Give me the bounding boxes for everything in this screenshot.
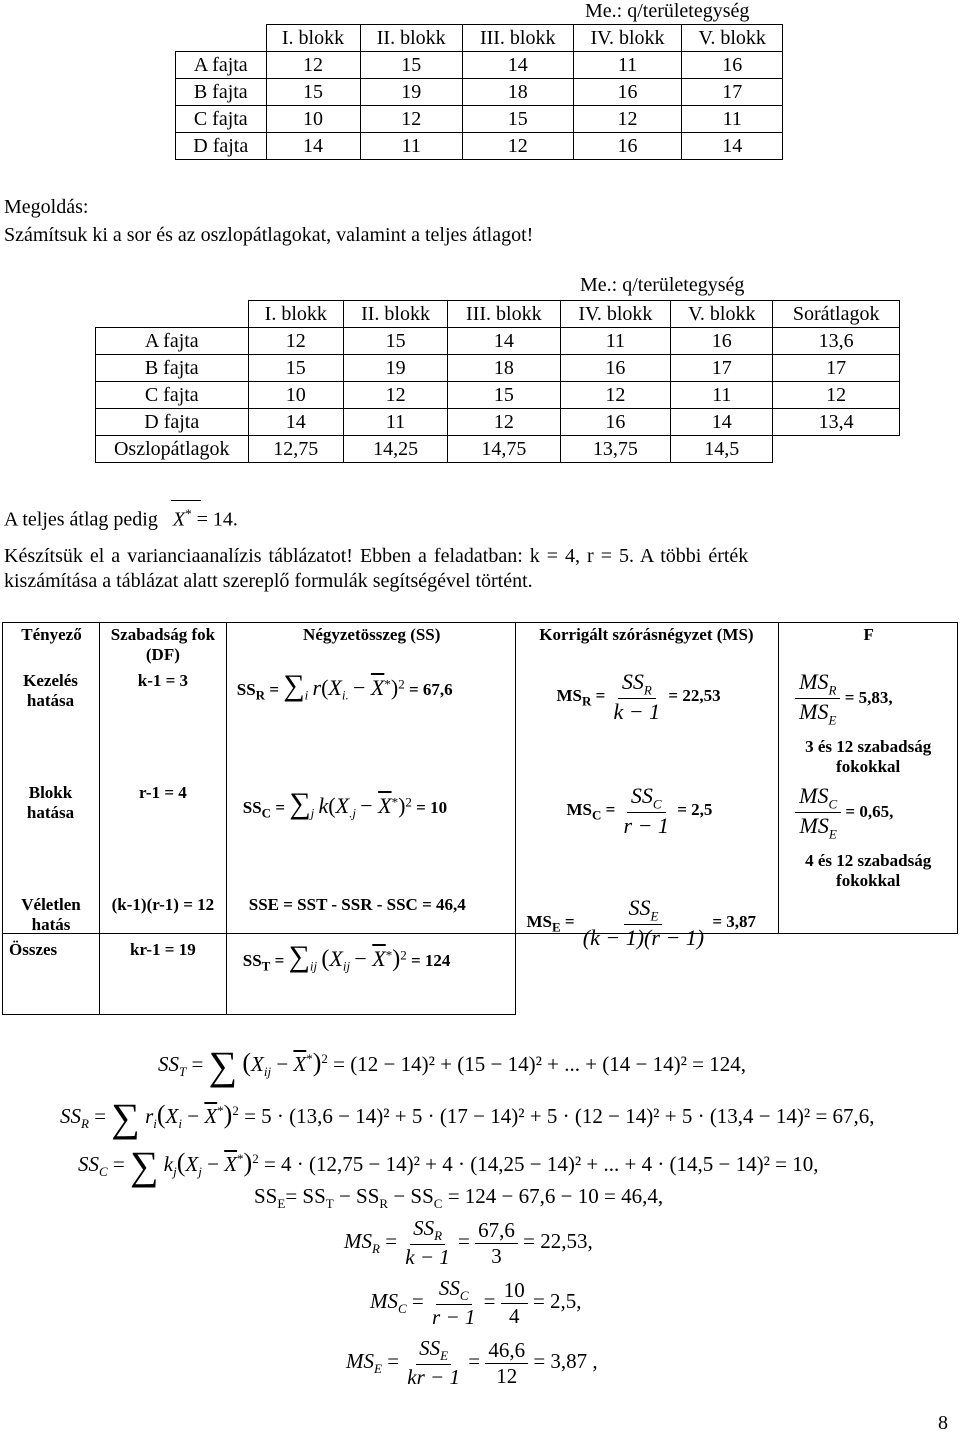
msr-num: 67,6	[475, 1218, 518, 1244]
table2-col-header: I. blokk	[248, 301, 344, 328]
anova-header-ss: Négyzetösszeg (SS)	[303, 625, 441, 644]
table-cell: 14	[248, 409, 344, 436]
table-cell: 12	[573, 106, 682, 133]
anova-factor-block: Blokk hatása	[26, 783, 75, 822]
anova-factor-total: Összes	[9, 940, 58, 959]
table-cell: 14,25	[344, 436, 448, 463]
table-row	[176, 79, 783, 106]
anova-header-factor: Tényező	[21, 625, 82, 644]
table-cell: 16	[671, 328, 773, 355]
row-label: B fajta	[96, 355, 249, 382]
table1-col-header: I. blokk	[266, 25, 360, 52]
f-block-note: 4 és 12 szabadság fokokkal	[805, 851, 932, 890]
table-cell: 15	[360, 52, 462, 79]
table-cell: 11	[360, 133, 462, 160]
row-label: A fajta	[176, 52, 267, 79]
table-cell: 12	[360, 106, 462, 133]
task-text-line2: kiszámítása a táblázat alatt szereplő formulák segítségével történt.	[4, 570, 533, 592]
table-cell: 12	[344, 382, 448, 409]
instruction-text: Számítsuk ki a sor és az oszlopátlagokat, valamint a teljes átlagot!	[4, 224, 534, 246]
table-cell: 19	[360, 79, 462, 106]
table-cell: 12	[248, 328, 344, 355]
ssr-equation: $SS_R$ = ∑ $r_i(X_i - \overline{X}^*)^2 = 5 \cdot (13,6 - 14)^2 + 5 \cdot (17 - 14)^2 + 5 \cdot (12 - 14)^2 + 5 \cdot (13,4 - 14)^2 = 67,6$,	[60, 1095, 875, 1140]
table-cell: 11	[344, 409, 448, 436]
anova-table	[2, 622, 958, 1015]
msc-den: 4	[508, 1303, 520, 1328]
table-cell: 12	[773, 382, 900, 409]
table-cell: 14	[266, 133, 360, 160]
table-cell: 16	[573, 79, 682, 106]
ssc-value: = 10	[416, 798, 448, 817]
anova-df-random: (k-1)(r-1) = 12	[111, 895, 215, 914]
table-cell: 16	[560, 409, 671, 436]
table1-col-header: II. blokk	[360, 25, 462, 52]
f-treatment-value: = 5,83,	[844, 687, 893, 707]
table-cell: 15	[344, 328, 448, 355]
sse-formula: SSE = SST - SSR - SSC = 46,4	[248, 895, 466, 914]
table2-col-header: III. blokk	[448, 301, 560, 328]
table-row	[176, 133, 783, 160]
table1-col-header: III. blokk	[462, 25, 573, 52]
row-label: D fajta	[176, 133, 267, 160]
row-label: B fajta	[176, 79, 267, 106]
table2-col-header: V. blokk	[671, 301, 773, 328]
table-cell: 13,4	[773, 409, 900, 436]
table-cell: 18	[462, 79, 573, 106]
sst-value: = 124	[410, 951, 451, 970]
table1-unit: Me.: q/területegység	[585, 0, 750, 22]
anova-df-treatment: k-1 = 3	[137, 671, 189, 690]
table1-col-header: IV. blokk	[573, 25, 682, 52]
anova-factor-treatment: Kezelés hatása	[23, 671, 78, 710]
table-cell: 14,5	[671, 436, 773, 463]
grand-mean-value: = 14.	[196, 508, 238, 531]
page-number: 8	[938, 1412, 948, 1434]
table-cell: 14	[682, 133, 783, 160]
grand-mean-symbol: X*	[173, 506, 192, 532]
table-cell: 10	[266, 106, 360, 133]
table-cell: 11	[671, 382, 773, 409]
table-row	[176, 106, 783, 133]
table1-col-header: V. blokk	[682, 25, 783, 52]
mse-den: 12	[496, 1363, 518, 1388]
table-cell: 14	[448, 328, 560, 355]
anova-header-df: Szabadság fok (DF)	[110, 625, 216, 664]
anova-main-row	[3, 623, 958, 934]
mse-num: 46,6	[485, 1338, 528, 1364]
table-cell: 11	[573, 52, 682, 79]
f-treatment-formula: $\frac{MS_R}{MS_E}$ = 5,83,	[795, 669, 892, 729]
table-cell: 12	[448, 409, 560, 436]
table1-header-row	[176, 25, 783, 52]
table-row	[96, 409, 900, 436]
row-label: Oszlopátlagok	[96, 436, 249, 463]
ssr-expansion: = 5 · (13,6 − 14)² + 5 · (17 − 14)² + 5 · (12 − 14)² + 5 · (13,4 − 14)² = 67,6,	[244, 1103, 875, 1128]
table-cell: 15	[266, 79, 360, 106]
table-cell: 17	[682, 79, 783, 106]
msr-result: = 22,53,	[523, 1228, 593, 1253]
mse-formula: $MS_E$ = $\frac{SS_E}{(k - 1)(r - 1)}$ = 3,87	[526, 895, 757, 951]
sse-equation: $SS_E= SS_T - SS_R - SS_C = 124 - 67,6 - 10 = 46,4$,	[254, 1184, 664, 1212]
table-cell: 16	[682, 52, 783, 79]
table2-col-header: Sorátlagok	[773, 301, 900, 328]
f-block-value: = 0,65,	[845, 801, 894, 821]
ssr-formula: $SS_R = \sum_i$ $r(X_{i.} - \overline{X}^*)^2 = 67,6$	[236, 669, 453, 703]
table-cell: 17	[671, 355, 773, 382]
row-label: C fajta	[96, 382, 249, 409]
table-row	[96, 436, 900, 463]
solution-heading: Megoldás:	[4, 196, 89, 218]
msr-formula: $MS_R$ = $\frac{SS_R}{k - 1}$ = 22,53	[556, 669, 721, 725]
table-cell: 14	[671, 409, 773, 436]
table-cell: 10	[248, 382, 344, 409]
mse-equation: $MS_E$ = $SS_E$ kr − 1 = $\frac{46,6}{12}$ = 3,87 ,	[346, 1336, 598, 1390]
msc-value: = 2,5	[677, 800, 713, 820]
mse-result: = 3,87 ,	[533, 1348, 598, 1373]
ssr-value: = 67,6	[408, 680, 453, 699]
sst-equation: $SS_T$ = ∑ $(X_{ij} - \overline{X}^*)^2 = (12 - 14)^2 + (15 - 14)^2$ + ... + (14 − 14)² = 124,	[158, 1043, 747, 1088]
sst-expansion: = (12 − 14)² + (15 − 14)² + ... + (14 − 14)² = 124,	[333, 1051, 747, 1076]
msc-formula: $MS_C$ = $\frac{SS_C}{r - 1}$ = 2,5	[566, 783, 713, 839]
anova-df-block: r-1 = 4	[139, 783, 187, 802]
msr-value: = 22,53	[668, 686, 721, 706]
ssc-expansion: = 4 · (12,75 − 14)² + 4 · (14,25 − 14)² + ... + 4 · (14,5 − 14)² = 10,	[263, 1151, 819, 1176]
sst-formula: $SS_T = \sum_{ij}$ $(X_{ij} - \overline{X}^*)^2 = 124$	[242, 940, 451, 974]
table2	[95, 300, 900, 463]
table-row	[96, 382, 900, 409]
table-cell: 15	[248, 355, 344, 382]
anova-header-ms: Korrigált szórásnégyzet (MS)	[539, 625, 754, 644]
table-cell: 13,75	[560, 436, 671, 463]
table-cell: 15	[462, 106, 573, 133]
table-cell	[773, 436, 900, 463]
table-cell: 16	[560, 355, 671, 382]
table-cell: 19	[344, 355, 448, 382]
table-cell: 11	[682, 106, 783, 133]
row-label: D fajta	[96, 409, 249, 436]
anova-factor-random: Véletlen hatás	[21, 895, 81, 934]
ssc-equation: $SS_C$ = ∑ $k_j(X_j - \overline{X}^*)^2 = 4 \cdot (12,75 - 14)^2 + 4 \cdot (14,25 - 14)^2$ + ... + 4 · (14,5 − 14)² = 10,	[78, 1143, 819, 1188]
table-cell: 18	[448, 355, 560, 382]
grand-mean-line	[4, 506, 238, 532]
table-cell: 12	[560, 382, 671, 409]
anova-total-row	[3, 934, 958, 1015]
table2-header-row	[96, 301, 900, 328]
mse-value: = 3,87	[712, 912, 757, 932]
table-cell: 12,75	[248, 436, 344, 463]
msc-equation: $MS_C$ = $SS_C$ r − 1 = $\frac{10}{4}$ = 2,5,	[370, 1276, 582, 1330]
f-block-formula: $\frac{MS_C}{MS_E}$ = 0,65,	[795, 783, 893, 843]
table-cell: 12	[266, 52, 360, 79]
table-cell: 14	[462, 52, 573, 79]
anova-header-f: F	[863, 625, 874, 644]
ssc-formula: $SS_C = \sum_j$ $k(X_{.j} - \overline{X}^*)^2 = 10$	[242, 787, 448, 821]
grand-mean-prefix: A teljes átlag pedig	[4, 508, 158, 531]
msr-den: 3	[491, 1243, 502, 1268]
table-cell: 17	[773, 355, 900, 382]
msc-result: = 2,5,	[532, 1288, 582, 1313]
msr-equation: $MS_R$ = $SS_R$ k − 1 = $\frac{67,6}{3}$ = 22,53,	[344, 1216, 593, 1270]
table-row	[176, 52, 783, 79]
table-cell: 14,75	[448, 436, 560, 463]
msc-num: 10	[501, 1278, 528, 1304]
table-row	[96, 355, 900, 382]
anova-df-total: kr-1 = 19	[130, 940, 196, 959]
task-text-line1: Készítsük el a varianciaanalízis táblázatot! Ebben a feladatban: k = 4, r = 5. A többi érték	[4, 545, 749, 567]
table2-col-header: IV. blokk	[560, 301, 671, 328]
table-cell: 16	[573, 133, 682, 160]
table2-col-header: II. blokk	[344, 301, 448, 328]
table2-unit: Me.: q/területegység	[580, 274, 745, 296]
table-cell: 12	[462, 133, 573, 160]
row-label: C fajta	[176, 106, 267, 133]
table-cell: 15	[448, 382, 560, 409]
table-cell: 13,6	[773, 328, 900, 355]
table1	[175, 24, 783, 160]
table-row	[96, 328, 900, 355]
table-cell: 11	[560, 328, 671, 355]
f-treatment-note: 3 és 12 szabadság fokokkal	[805, 737, 932, 776]
sse-expansion: = 124 − 67,6 − 10 = 46,4,	[447, 1184, 664, 1208]
row-label: A fajta	[96, 328, 249, 355]
